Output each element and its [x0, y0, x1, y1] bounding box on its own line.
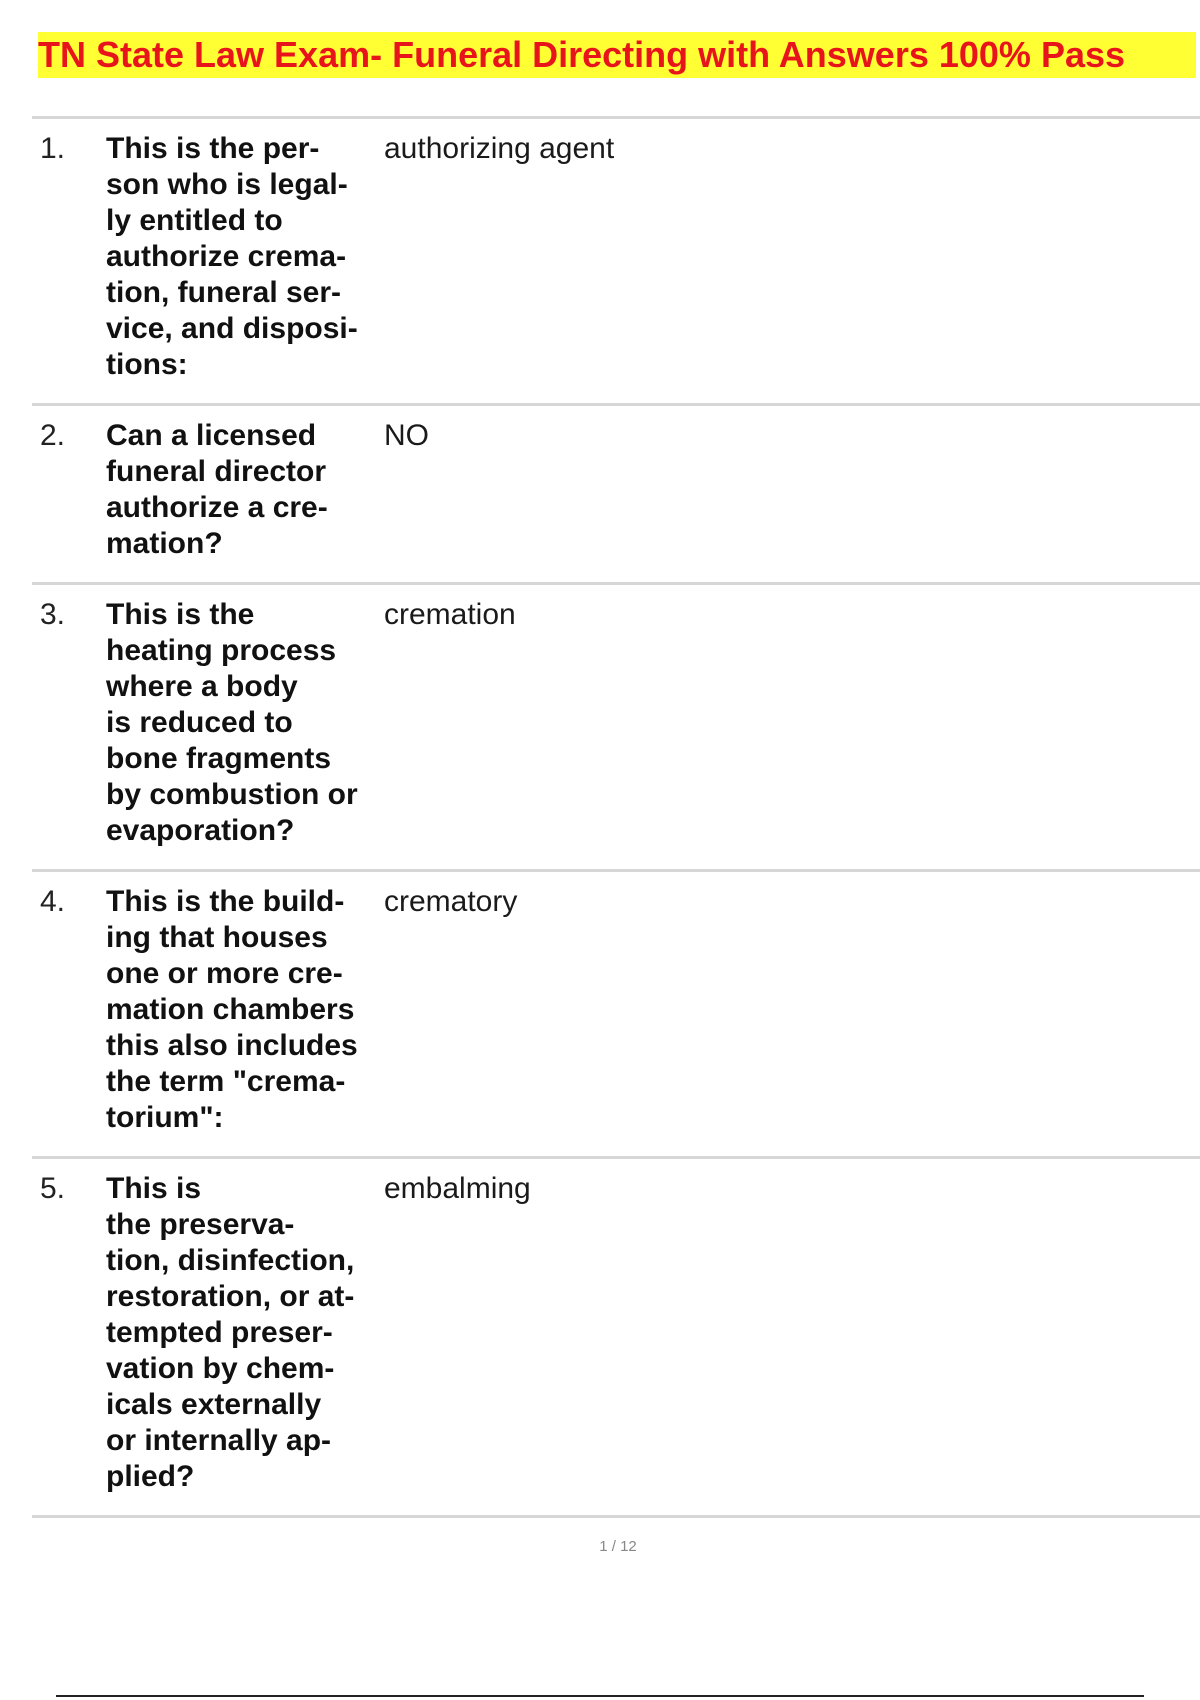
question-row — [32, 872, 1200, 1159]
page-indicator: 1 / 12 — [599, 1538, 637, 1555]
question-text: This is the build- ing that houses one or more cre- mation chambers this also includes the term "crema- torium": — [106, 885, 358, 1134]
question-row — [32, 585, 1200, 872]
question-text: This is the per- son who is legal- ly entitled to authorize crema- tion, funeral ser- vice, and disposi- tions: — [106, 132, 358, 381]
question-number: 5. — [40, 1172, 66, 1205]
question-number: 2. — [40, 419, 66, 452]
question-number: 4. — [40, 885, 66, 918]
answer-text: NO — [384, 419, 429, 452]
answer-text: cremation — [384, 598, 516, 631]
question-text: This is the heating process where a body is reduced to bone fragments by combustion or evaporation? — [106, 598, 358, 847]
question-text: Can a licensed funeral director authorize a cre- mation? — [106, 419, 328, 560]
document-title: TN State Law Exam- Funeral Directing with Answers 100% Pass — [38, 34, 1126, 75]
answer-text: crematory — [384, 885, 518, 918]
answer-text: authorizing agent — [384, 132, 615, 165]
question-text: This is the preserva- tion, disinfection, restoration, or at- tempted preser- vation by chem- icals externally or internally ap- plied? — [106, 1172, 355, 1493]
question-row — [32, 1159, 1200, 1518]
answer-text: embalming — [384, 1172, 531, 1205]
page-footer-rule — [56, 1695, 1144, 1697]
question-list — [32, 116, 1200, 1518]
question-row — [32, 406, 1200, 585]
question-number: 1. — [40, 132, 66, 165]
question-number: 3. — [40, 598, 66, 631]
question-row — [32, 119, 1200, 406]
